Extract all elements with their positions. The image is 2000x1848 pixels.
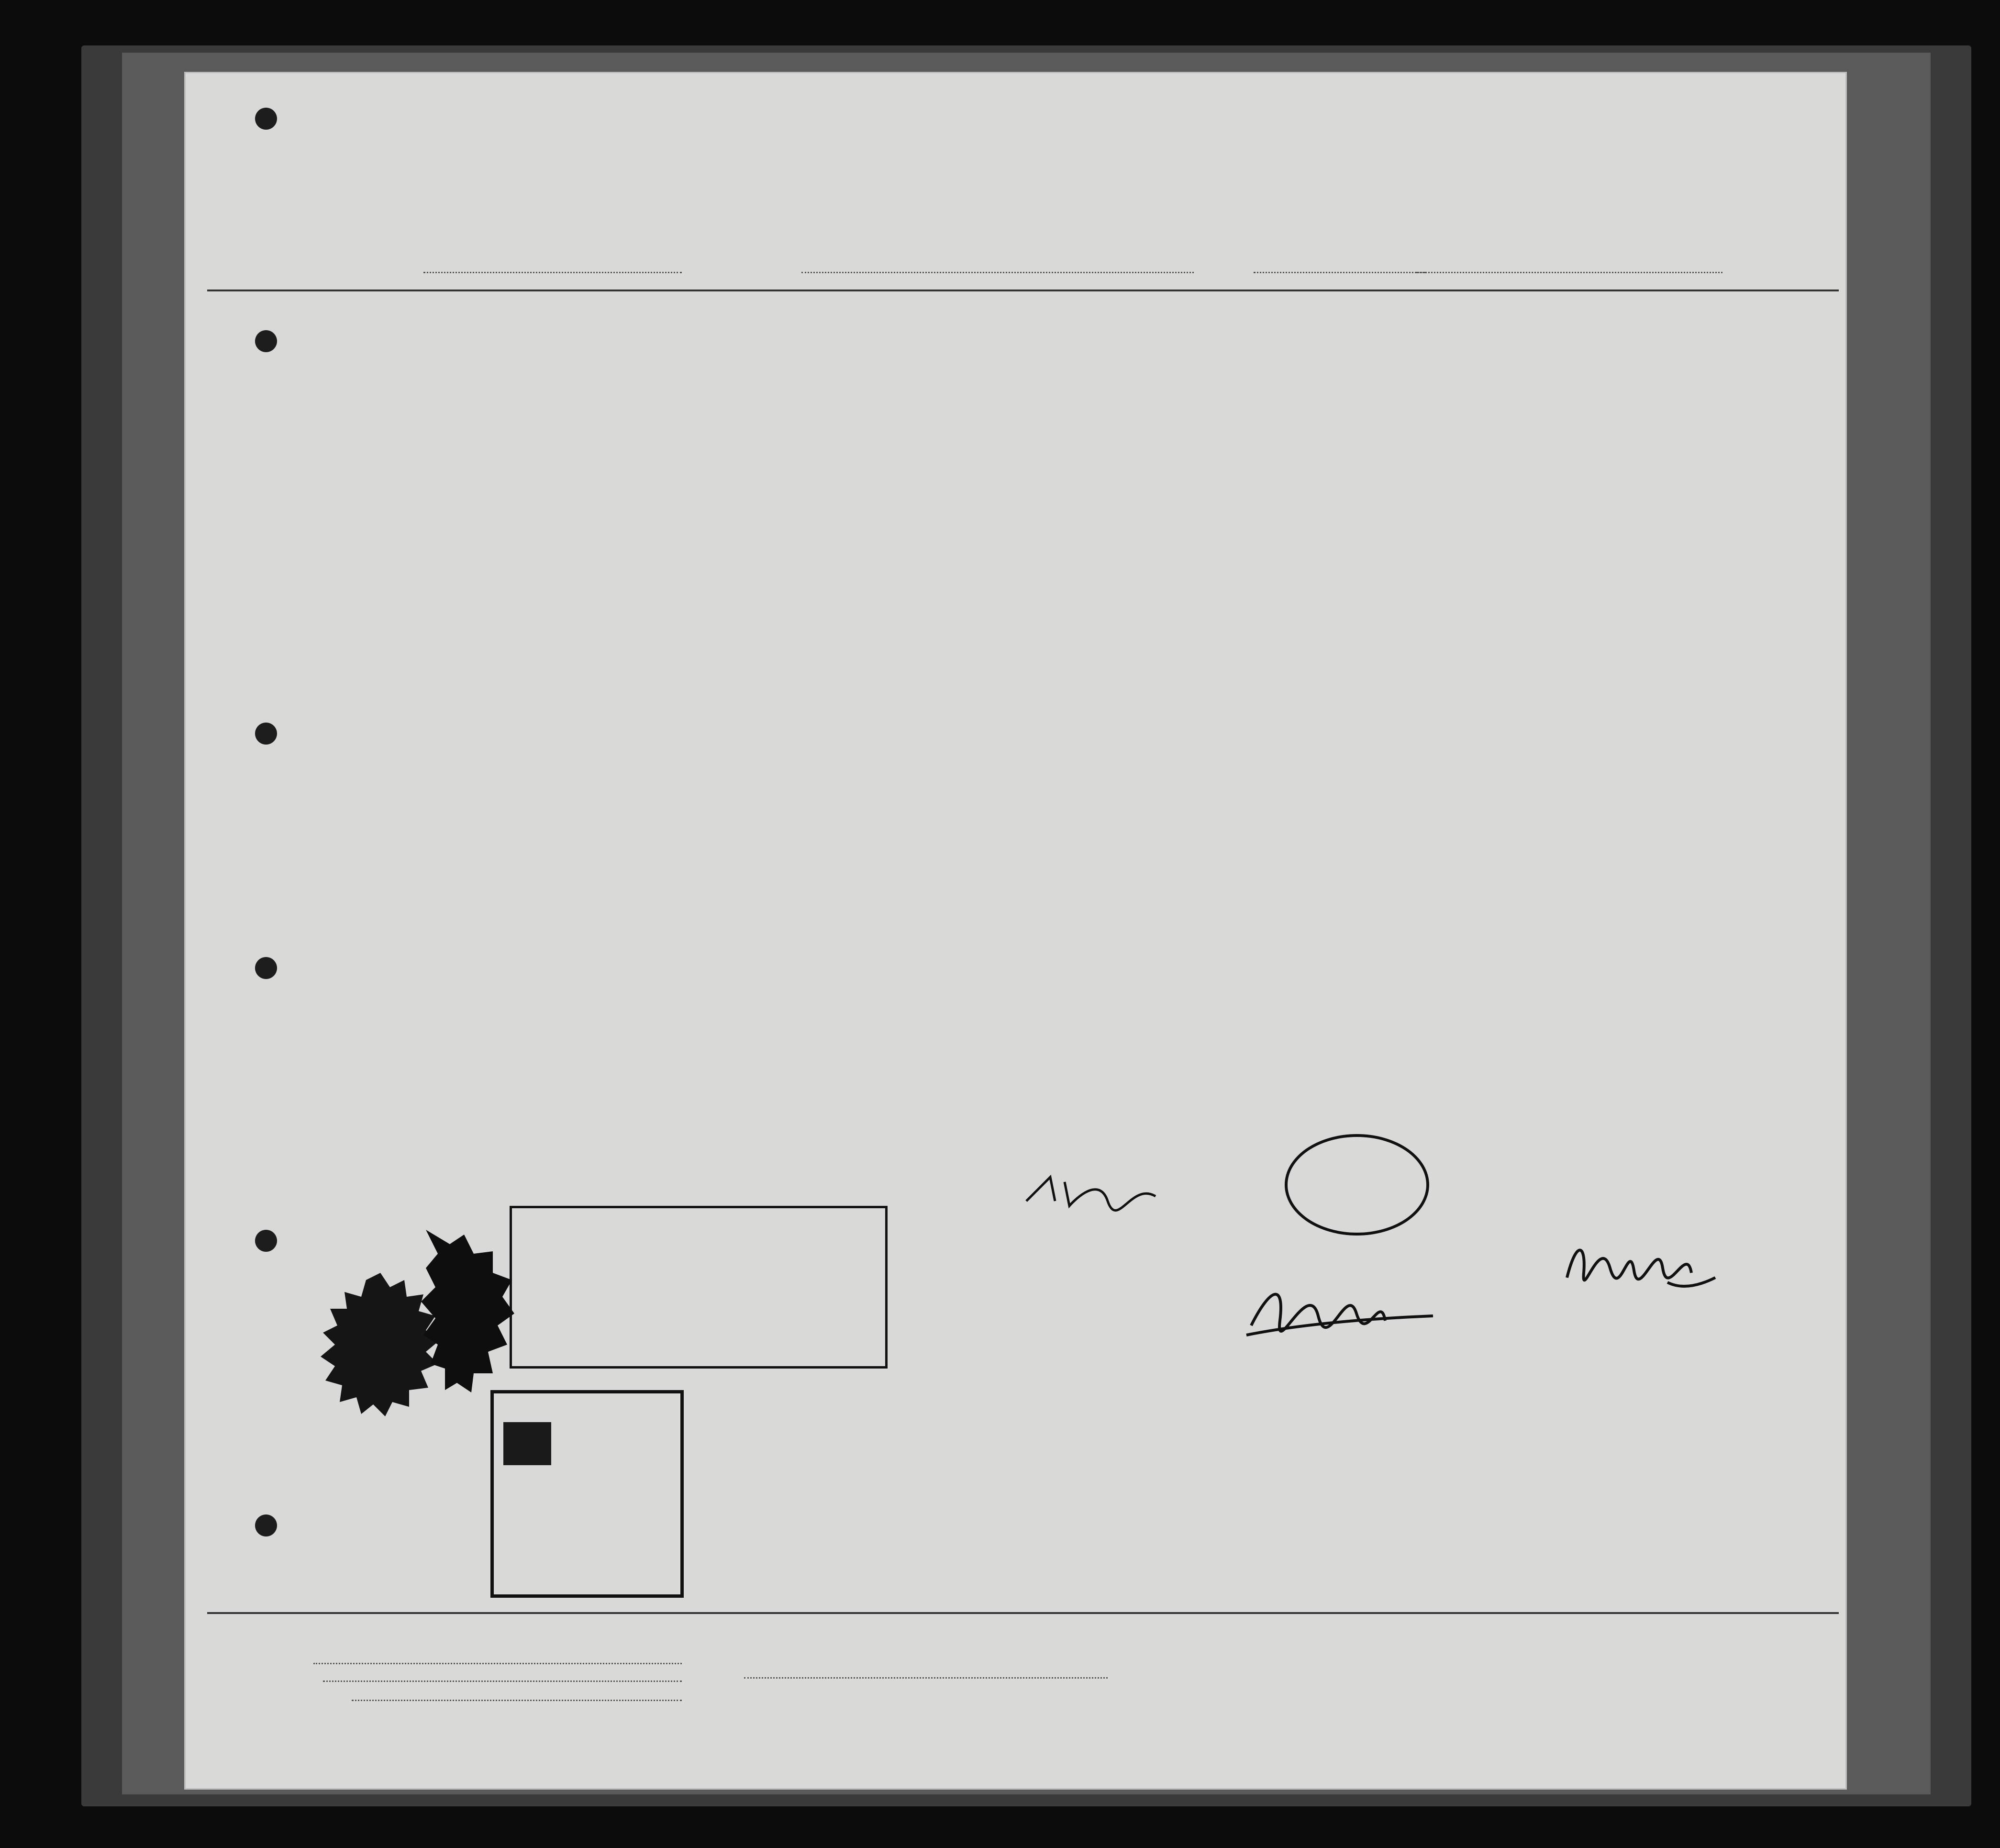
- year-line: [1254, 272, 1426, 273]
- wax-seal-right: [416, 1225, 517, 1397]
- owners-dotline: [323, 1681, 682, 1682]
- crew-table: [207, 289, 1839, 1614]
- inspector-line: [744, 1677, 1108, 1679]
- binder-hole: [255, 108, 277, 130]
- inspector-signature: [1562, 1230, 1725, 1302]
- master-signature: [1242, 1268, 1443, 1345]
- mm-office-stamp: [1285, 1134, 1429, 1236]
- arriving-line: [801, 272, 1194, 273]
- fee-stamp: [490, 1390, 684, 1598]
- agents-dotline: [352, 1700, 682, 1701]
- line-dotline: [313, 1663, 682, 1664]
- officer-initials: [1022, 1163, 1165, 1215]
- consulate-stamp: [510, 1206, 888, 1369]
- fee-stamp-box: [503, 1422, 551, 1465]
- vessel-line: [423, 272, 682, 273]
- manifest-page: [184, 72, 1847, 1790]
- from-port-line: [1416, 272, 1722, 273]
